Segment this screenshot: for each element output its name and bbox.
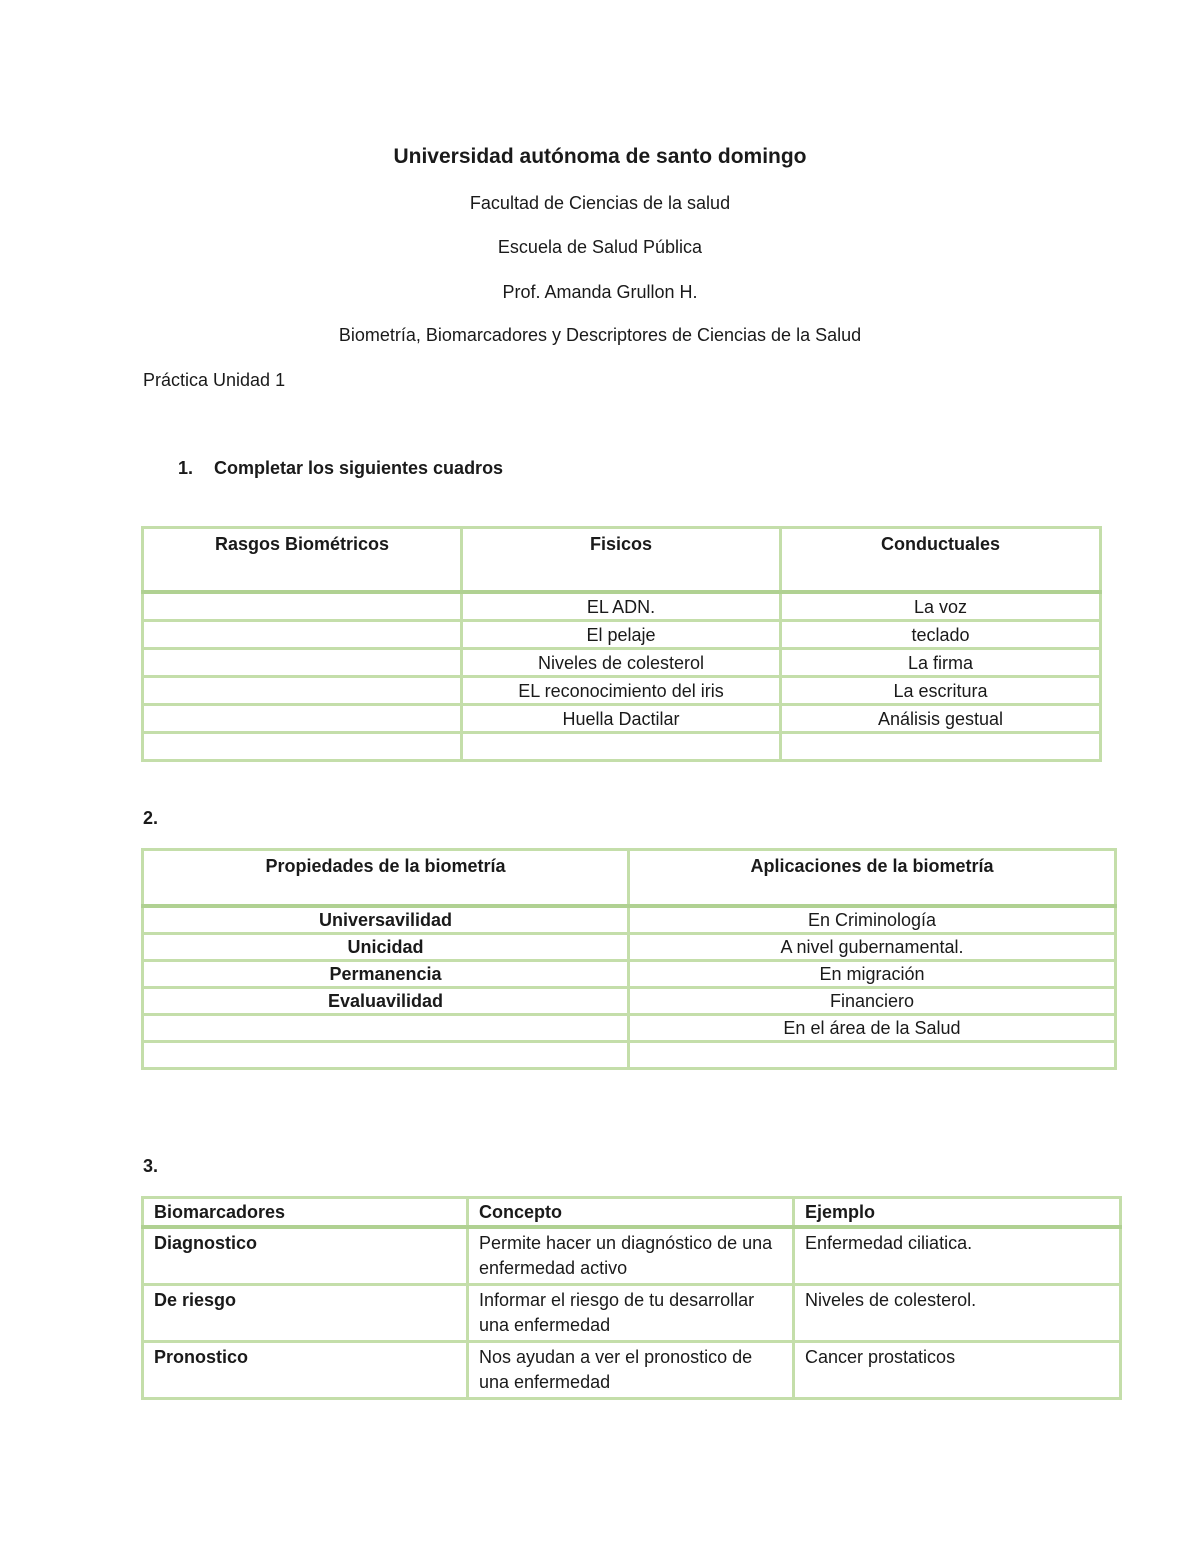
table-cell bbox=[143, 621, 462, 649]
course-line: Biometría, Biomarcadores y Descriptores de Ciencias de la Salud bbox=[338, 325, 862, 345]
table-cell: La firma bbox=[781, 649, 1101, 677]
faculty-line: Facultad de Ciencias de la salud bbox=[469, 193, 731, 213]
table-cell: Niveles de colesterol bbox=[462, 649, 781, 677]
question-1-text: Completar los siguientes cuadros bbox=[214, 458, 504, 478]
table-row bbox=[143, 621, 1101, 649]
table-row bbox=[143, 934, 1116, 961]
table-cell: Diagnostico bbox=[143, 1227, 468, 1285]
table-cell: Informar el riesgo de tu desarrollar una enfermedad bbox=[468, 1285, 794, 1342]
table-cell bbox=[143, 705, 462, 733]
table-cell bbox=[781, 733, 1101, 761]
table-row bbox=[143, 1042, 1116, 1069]
table-cell bbox=[143, 592, 462, 621]
table-cell: A nivel gubernamental. bbox=[629, 934, 1116, 961]
table-row bbox=[143, 1342, 1121, 1399]
table-row bbox=[143, 705, 1101, 733]
school-line: Escuela de Salud Pública bbox=[497, 237, 703, 257]
table-cell bbox=[143, 677, 462, 705]
table-cell: Financiero bbox=[629, 988, 1116, 1015]
table-cell: El pelaje bbox=[462, 621, 781, 649]
table-row bbox=[143, 1015, 1116, 1042]
table-header-cell: Ejemplo bbox=[794, 1198, 1121, 1228]
table-cell: Cancer prostaticos bbox=[794, 1342, 1121, 1399]
table-header-cell: Concepto bbox=[468, 1198, 794, 1228]
question-1-number: 1. bbox=[178, 458, 194, 478]
table-cell bbox=[462, 733, 781, 761]
table-cell: Evaluavilidad bbox=[143, 988, 629, 1015]
table-cell: En el área de la Salud bbox=[629, 1015, 1116, 1042]
table-cell: EL ADN. bbox=[462, 592, 781, 621]
table-row bbox=[143, 677, 1101, 705]
biomarkers-table bbox=[141, 1196, 1122, 1400]
table-row bbox=[143, 961, 1116, 988]
document-title: Universidad autónoma de santo domingo bbox=[393, 145, 807, 168]
table-row bbox=[143, 988, 1116, 1015]
table-row bbox=[143, 1227, 1121, 1285]
table-header-row bbox=[143, 850, 1116, 907]
table-header-cell: Biomarcadores bbox=[143, 1198, 468, 1228]
table-cell: Universavilidad bbox=[143, 906, 629, 934]
table-header-cell: Fisicos bbox=[462, 528, 781, 593]
biometry-properties-table bbox=[141, 848, 1117, 1070]
table-cell bbox=[143, 733, 462, 761]
table-cell: La escritura bbox=[781, 677, 1101, 705]
table-cell: Pronostico bbox=[143, 1342, 468, 1399]
table-cell: Permite hacer un diagnóstico de una enfermedad activo bbox=[468, 1227, 794, 1285]
table-row bbox=[143, 649, 1101, 677]
table-cell: Nos ayudan a ver el pronostico de una enfermedad bbox=[468, 1342, 794, 1399]
table-cell: teclado bbox=[781, 621, 1101, 649]
table-row bbox=[143, 906, 1116, 934]
question-1 bbox=[178, 458, 503, 479]
table-cell: Huella Dactilar bbox=[462, 705, 781, 733]
table-cell: En Criminología bbox=[629, 906, 1116, 934]
table-cell bbox=[143, 1015, 629, 1042]
table-header-cell: Aplicaciones de la biometría bbox=[629, 850, 1116, 907]
table-header-row bbox=[143, 1198, 1121, 1228]
table-cell bbox=[143, 1042, 629, 1069]
question-3-number: 3. bbox=[143, 1156, 159, 1176]
table-cell bbox=[629, 1042, 1116, 1069]
table-cell: Unicidad bbox=[143, 934, 629, 961]
table-cell: Enfermedad ciliatica. bbox=[794, 1227, 1121, 1285]
table-cell: En migración bbox=[629, 961, 1116, 988]
table-header-cell: Conductuales bbox=[781, 528, 1101, 593]
table-cell bbox=[143, 649, 462, 677]
table-cell: La voz bbox=[781, 592, 1101, 621]
table-header-cell: Rasgos Biométricos bbox=[143, 528, 462, 593]
practice-line: Práctica Unidad 1 bbox=[143, 370, 286, 390]
table-row bbox=[143, 1285, 1121, 1342]
table-cell: EL reconocimiento del iris bbox=[462, 677, 781, 705]
table-header-row bbox=[143, 528, 1101, 593]
question-2-number: 2. bbox=[143, 808, 159, 828]
table-cell: De riesgo bbox=[143, 1285, 468, 1342]
professor-line: Prof. Amanda Grullon H. bbox=[502, 282, 698, 302]
table-cell: Niveles de colesterol. bbox=[794, 1285, 1121, 1342]
biometric-traits-table bbox=[141, 526, 1102, 762]
table-cell: Permanencia bbox=[143, 961, 629, 988]
table-row bbox=[143, 592, 1101, 621]
table-cell: Análisis gestual bbox=[781, 705, 1101, 733]
table-row bbox=[143, 733, 1101, 761]
table-header-cell: Propiedades de la biometría bbox=[143, 850, 629, 907]
